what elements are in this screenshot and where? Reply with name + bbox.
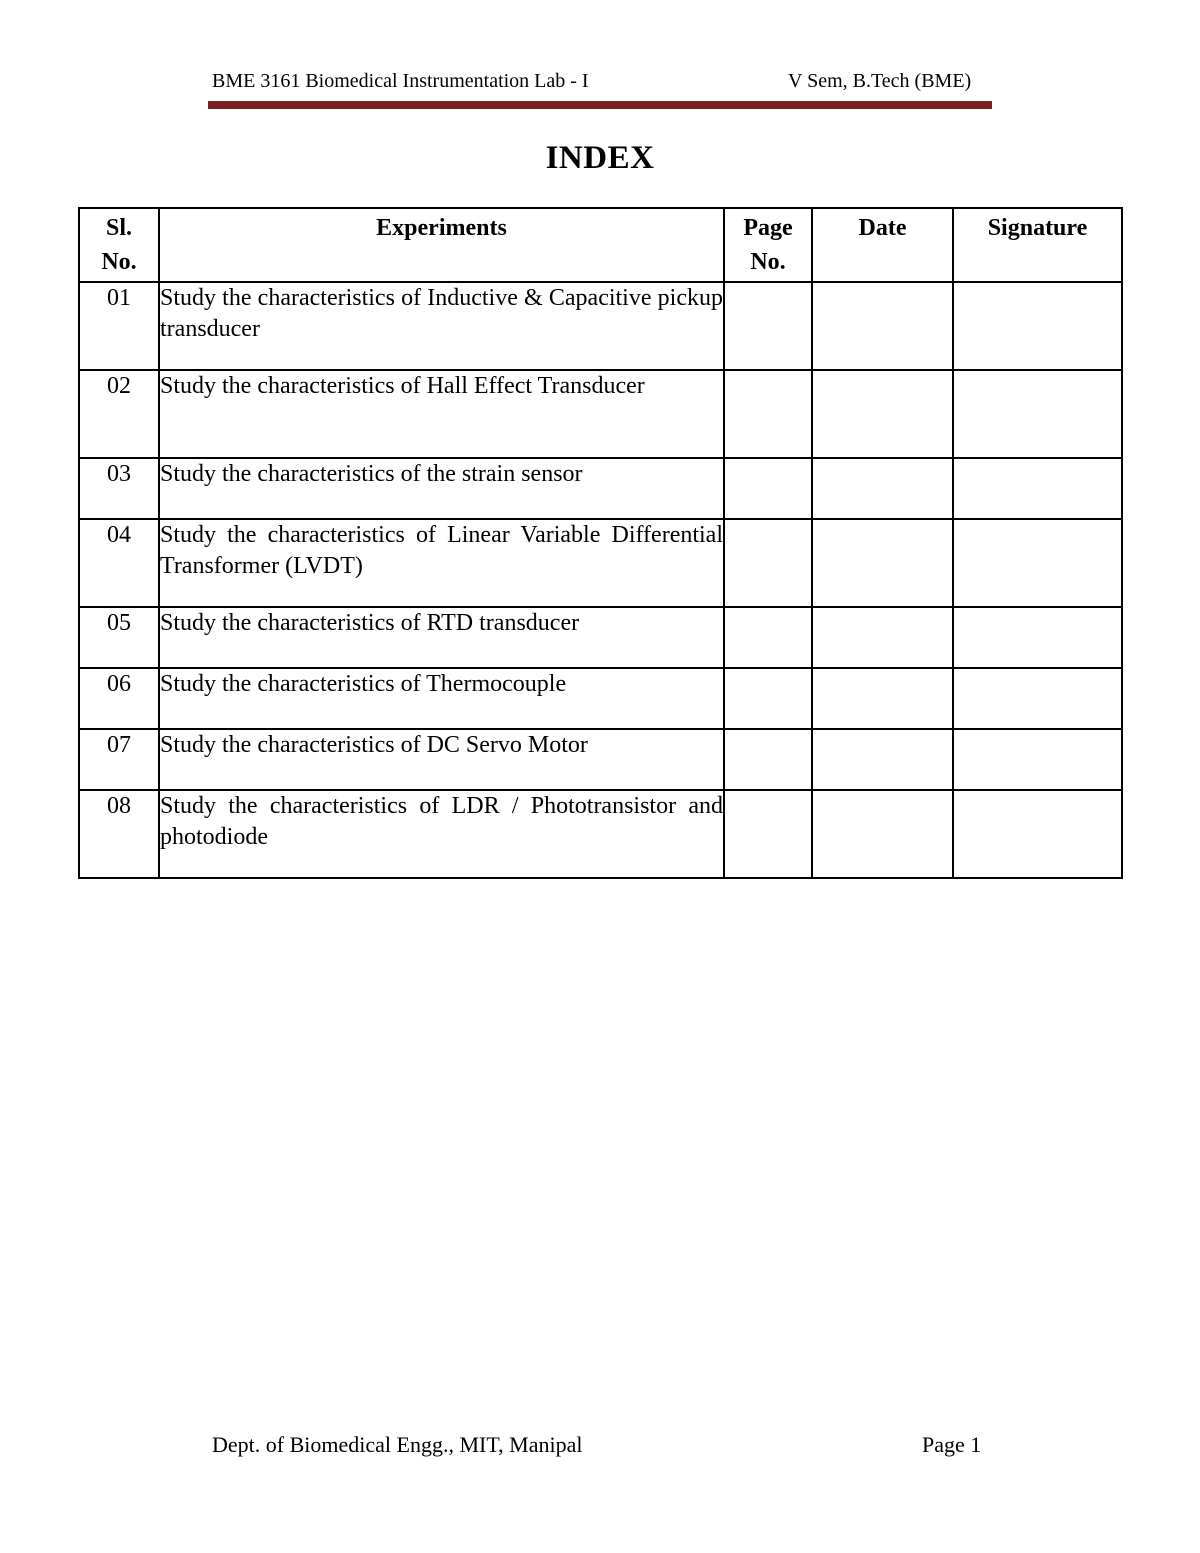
row-date (812, 370, 953, 458)
column-header-sl-no: Sl. No. (79, 208, 159, 282)
table-row (79, 519, 1122, 607)
table-row (79, 458, 1122, 519)
row-sl-no: 03 (79, 458, 159, 519)
row-experiment: Study the characteristics of Thermocouple (159, 668, 724, 729)
header-divider (208, 101, 992, 109)
row-experiment: Study the characteristics of Inductive & Capacitive pickup transducer (159, 282, 724, 370)
table-row (79, 668, 1122, 729)
row-date (812, 668, 953, 729)
row-date (812, 790, 953, 878)
column-header-signature: Signature (953, 208, 1122, 282)
table-row (79, 282, 1122, 370)
row-signature (953, 607, 1122, 668)
table-row (79, 729, 1122, 790)
row-signature (953, 519, 1122, 607)
row-date (812, 607, 953, 668)
row-page-no (724, 519, 812, 607)
row-signature (953, 458, 1122, 519)
row-date (812, 458, 953, 519)
row-date (812, 282, 953, 370)
table-row (79, 370, 1122, 458)
row-sl-no: 08 (79, 790, 159, 878)
header-semester: V Sem, B.Tech (BME) (788, 70, 972, 92)
row-date (812, 519, 953, 607)
row-sl-no: 04 (79, 519, 159, 607)
row-signature (953, 790, 1122, 878)
row-sl-no: 06 (79, 668, 159, 729)
footer-department: Dept. of Biomedical Engg., MIT, Manipal (212, 1432, 583, 1457)
row-experiment: Study the characteristics of RTD transducer (159, 607, 724, 668)
header-course-title: BME 3161 Biomedical Instrumentation Lab - I (212, 70, 589, 92)
row-experiment: Study the characteristics of Hall Effect Transducer (159, 370, 724, 458)
row-sl-no: 05 (79, 607, 159, 668)
row-signature (953, 282, 1122, 370)
row-page-no (724, 607, 812, 668)
row-page-no (724, 282, 812, 370)
column-header-experiments: Experiments (159, 208, 724, 282)
row-page-no (724, 458, 812, 519)
row-experiment: Study the characteristics of DC Servo Motor (159, 729, 724, 790)
row-page-no (724, 790, 812, 878)
row-page-no (724, 370, 812, 458)
column-header-date: Date (812, 208, 953, 282)
column-header-page-no: Page No. (724, 208, 812, 282)
row-experiment: Study the characteristics of the strain sensor (159, 458, 724, 519)
row-sl-no: 07 (79, 729, 159, 790)
footer-page-number: Page 1 (922, 1432, 982, 1457)
index-table (78, 207, 1123, 879)
row-experiment: Study the characteristics of Linear Variable Differential Transformer (LVDT) (159, 519, 724, 607)
page-title: INDEX (545, 140, 655, 176)
row-signature (953, 668, 1122, 729)
row-date (812, 729, 953, 790)
row-page-no (724, 729, 812, 790)
table-row (79, 790, 1122, 878)
row-experiment: Study the characteristics of LDR / Phototransistor and photodiode (159, 790, 724, 878)
row-page-no (724, 668, 812, 729)
row-sl-no: 02 (79, 370, 159, 458)
table-row (79, 607, 1122, 668)
row-signature (953, 729, 1122, 790)
row-sl-no: 01 (79, 282, 159, 370)
table-header-row (79, 208, 1122, 282)
row-signature (953, 370, 1122, 458)
